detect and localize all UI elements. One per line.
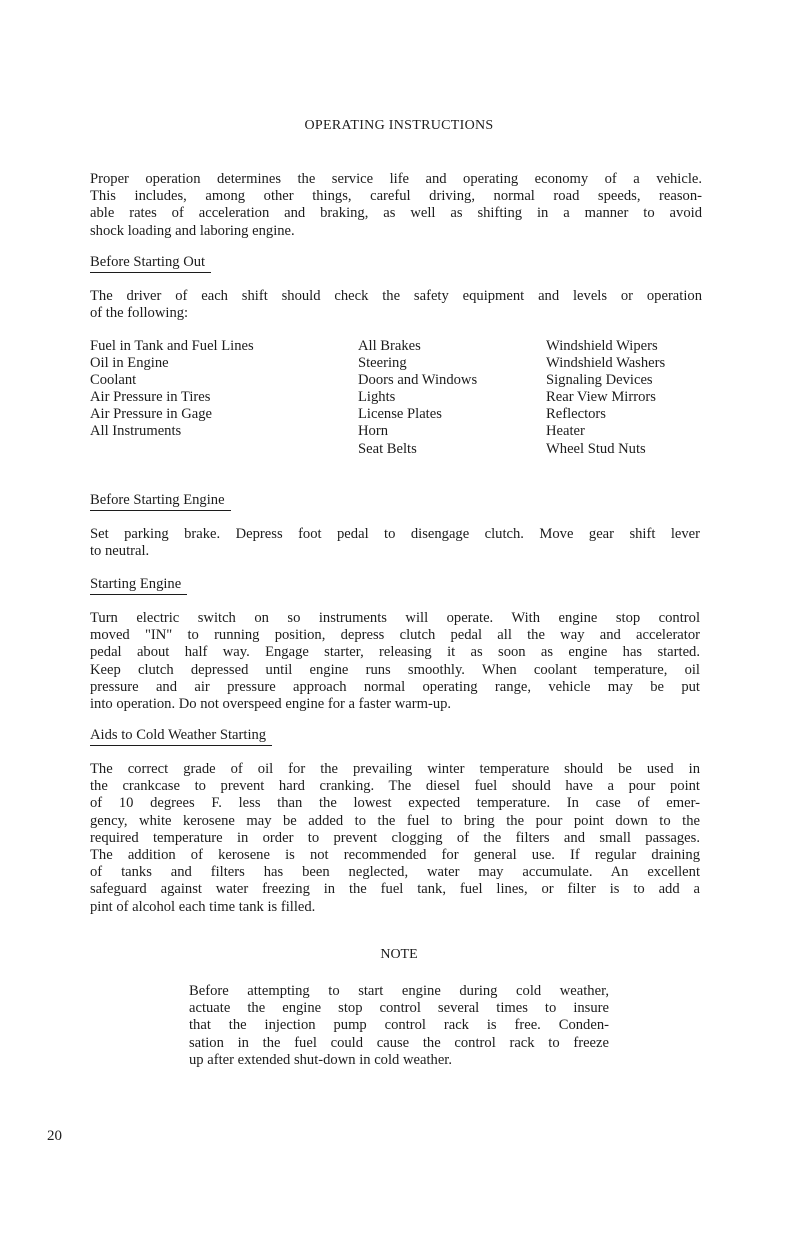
checklist-item: Heater	[546, 423, 585, 440]
text-line: safeguard against water freezing in the fuel tank, fuel lines, or filter is to add a	[90, 881, 700, 898]
before-starting-engine-paragraph	[90, 526, 700, 560]
text-line: Set parking brake. Depress foot pedal to disengage clutch. Move gear shift lever	[90, 526, 700, 542]
starting-engine-paragraph	[90, 610, 700, 713]
page-number: 20	[47, 1128, 62, 1144]
text-line: actuate the engine stop control several times to insure	[189, 1000, 609, 1017]
checklist-item: Reflectors	[546, 406, 606, 423]
page-title: OPERATING INSTRUCTIONS	[304, 118, 494, 133]
checklist-item: Seat Belts	[358, 440, 417, 457]
checklist-item: Coolant	[90, 372, 137, 389]
checklist-item: License Plates	[358, 406, 442, 423]
text-line: The driver of each shift should check the safety equipment and levels or operation	[90, 288, 702, 304]
text-line: The addition of kerosene is not recommended for general use. If regular draining	[90, 847, 700, 864]
checklist-item: Horn	[358, 423, 388, 440]
checklist-column-1	[90, 338, 254, 441]
text-line: to neutral.	[90, 543, 150, 560]
text-line: able rates of acceleration and braking, as well as shifting in a manner to avoid	[90, 205, 702, 222]
text-line: into operation. Do not overspeed engine for a faster warm-up.	[90, 696, 452, 713]
cold-weather-paragraph	[90, 761, 700, 916]
text-line: pressure and air pressure approach normal operating range, vehicle may be put	[90, 678, 700, 695]
checklist-item: Rear View Mirrors	[546, 389, 656, 406]
note-label: NOTE	[380, 947, 418, 962]
text-line: sation in the fuel could cause the control rack to freeze	[189, 1034, 609, 1051]
checklist-item: Steering	[358, 355, 407, 372]
text-line: shock loading and laboring engine.	[90, 222, 295, 239]
checklist-column-2	[358, 338, 477, 458]
checklist-item: Windshield Washers	[546, 355, 666, 372]
heading-before-starting-engine: Before Starting Engine	[90, 492, 231, 511]
checklist-item: All Brakes	[358, 338, 421, 354]
checklist-item: Air Pressure in Gage	[90, 406, 212, 423]
text-line: up after extended shut-down in cold weather.	[189, 1051, 453, 1068]
note-paragraph	[189, 983, 609, 1069]
intro-paragraph	[90, 171, 702, 240]
checklist-item: All Instruments	[90, 423, 182, 440]
text-line: required temperature in order to prevent clogging of the filters and small passages.	[90, 829, 700, 846]
heading-before-starting-out: Before Starting Out	[90, 254, 211, 273]
text-line: The correct grade of oil for the prevailing winter temperature should be used in	[90, 761, 700, 777]
text-line: Keep clutch depressed until engine runs smoothly. When coolant temperature, oil	[90, 661, 700, 678]
text-line: gency, white kerosene may be added to the fuel to bring the pour point down to the	[90, 812, 700, 829]
checklist-item: Oil in Engine	[90, 355, 169, 372]
heading-cold-weather: Aids to Cold Weather Starting	[90, 727, 272, 746]
heading-starting-engine: Starting Engine	[90, 576, 187, 595]
checklist-item: Windshield Wipers	[546, 338, 658, 354]
text-line: of tanks and filters has been neglected, water may accumulate. An excellent	[90, 864, 700, 881]
text-line: pedal about half way. Engage starter, releasing it as soon as engine has started.	[90, 644, 700, 661]
text-line: of the following:	[90, 305, 189, 322]
checklist-item: Signaling Devices	[546, 372, 653, 389]
text-line: of 10 degrees F. less than the lowest expected temperature. In case of emer-	[90, 795, 700, 812]
text-line: that the injection pump control rack is free. Conden-	[189, 1017, 609, 1034]
checklist-item: Air Pressure in Tires	[90, 389, 211, 406]
checklist-item: Lights	[358, 389, 396, 406]
checklist-column-3	[546, 338, 665, 458]
text-line: Proper operation determines the service life and operating economy of a vehicle.	[90, 171, 702, 187]
text-line: the crankcase to prevent hard cranking. The diesel fuel should have a pour point	[90, 778, 700, 795]
checklist-item: Wheel Stud Nuts	[546, 440, 646, 457]
text-line: moved "IN" to running position, depress clutch pedal all the way and accelerator	[90, 627, 700, 644]
checklist-item: Doors and Windows	[358, 372, 478, 389]
text-line: Before attempting to start engine during cold weather,	[189, 983, 609, 999]
text-line: This includes, among other things, careful driving, normal road speeds, reason-	[90, 188, 702, 205]
checklist-item: Fuel in Tank and Fuel Lines	[90, 338, 254, 354]
text-line: pint of alcohol each time tank is filled.	[90, 898, 316, 915]
before-starting-out-paragraph	[90, 288, 702, 322]
text-line: Turn electric switch on so instruments will operate. With engine stop control	[90, 610, 700, 626]
